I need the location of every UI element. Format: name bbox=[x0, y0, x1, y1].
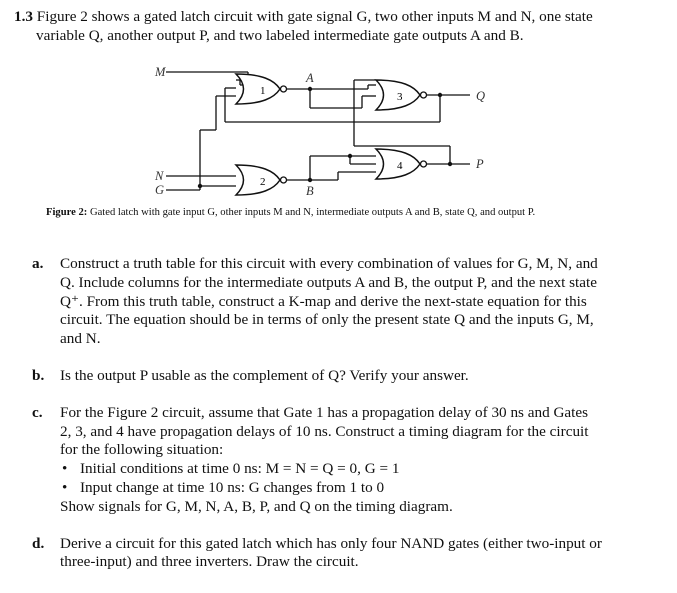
part-a-line: Q. Include columns for the intermediate outputs A and B, the output P, and the next state bbox=[60, 273, 597, 291]
label-p: P bbox=[476, 157, 484, 171]
bullet-text: Input change at time 10 ns: G changes from 1 to 0 bbox=[80, 478, 385, 496]
gate-1 bbox=[236, 74, 287, 104]
label-m: M bbox=[155, 65, 166, 79]
part-a-line: Construct a truth table for this circuit with every combination of values for G, M, N, and bbox=[60, 255, 598, 272]
part-c-bullet bbox=[32, 460, 642, 479]
part-c-bullet-list bbox=[32, 460, 642, 498]
gate-3 bbox=[376, 80, 427, 110]
problem-intro bbox=[14, 7, 664, 45]
label-g: G bbox=[155, 183, 165, 197]
caption-text: Gated latch with gate input G, other inputs M and N, intermediate outputs A and B, state Q, and output P. bbox=[89, 207, 536, 218]
bullet-dot-icon: • bbox=[62, 478, 68, 496]
part-a-letter: a. bbox=[32, 255, 44, 272]
intro-line-1 bbox=[14, 7, 664, 26]
part-a-line: Q⁺. From this truth table, construct a K-map and derive the next-state equation for this bbox=[60, 292, 587, 310]
part-a-line: and N. bbox=[60, 330, 101, 348]
intro-line-2: variable Q, another output P, and two labeled intermediate gate outputs A and B. bbox=[36, 27, 524, 44]
gate-3-number: 3 bbox=[397, 91, 403, 103]
part-d bbox=[32, 535, 642, 573]
gate-2-number: 2 bbox=[260, 176, 266, 188]
bullet-dot-icon: • bbox=[62, 460, 68, 478]
part-a bbox=[32, 255, 642, 349]
gate-4 bbox=[376, 149, 427, 179]
caption-label: Figure 2: bbox=[46, 207, 88, 218]
part-b-text: Is the output P usable as the complement of Q? Verify your answer. bbox=[60, 366, 469, 384]
part-c-line: for the following situation: bbox=[60, 441, 224, 459]
gate-4-number: 4 bbox=[397, 160, 403, 172]
gate-2 bbox=[236, 165, 287, 195]
label-a: A bbox=[306, 71, 314, 85]
bullet-text: Initial conditions at time 0 ns: M = N = Q = 0, G = 1 bbox=[80, 460, 400, 478]
part-c bbox=[32, 404, 642, 517]
problem-number: 1.3 bbox=[14, 8, 33, 25]
part-b bbox=[32, 367, 642, 386]
part-c-line: 2, 3, and 4 have propagation delays of 10 ns. Construct a timing diagram for the circuit bbox=[60, 422, 589, 440]
question-parts bbox=[32, 255, 642, 572]
latch-circuit-diagram bbox=[140, 60, 510, 202]
part-d-letter: d. bbox=[32, 534, 45, 552]
label-q: Q bbox=[476, 89, 486, 103]
figure-caption bbox=[46, 206, 666, 219]
part-a-line: circuit. The equation should be in terms of only the present state Q and the inputs G, M, bbox=[60, 311, 594, 329]
part-c-letter: c. bbox=[32, 403, 43, 421]
part-d-line: three-input) and three inverters. Draw the circuit. bbox=[60, 553, 359, 571]
label-b: B bbox=[306, 184, 314, 198]
part-b-letter: b. bbox=[32, 366, 45, 384]
part-d-line: Derive a circuit for this gated latch which has only four NAND gates (either two-input or bbox=[60, 534, 602, 552]
part-c-bullet bbox=[32, 479, 642, 498]
intro-text-1: Figure 2 shows a gated latch circuit with gate signal G, two other inputs M and N, one state bbox=[36, 8, 593, 25]
gate-1-number: 1 bbox=[260, 85, 266, 97]
part-c-closing: Show signals for G, M, N, A, B, P, and Q on the timing diagram. bbox=[60, 497, 453, 515]
part-c-line: For the Figure 2 circuit, assume that Gate 1 has a propagation delay of 30 ns and Gates bbox=[60, 403, 589, 421]
label-n: N bbox=[155, 169, 164, 183]
